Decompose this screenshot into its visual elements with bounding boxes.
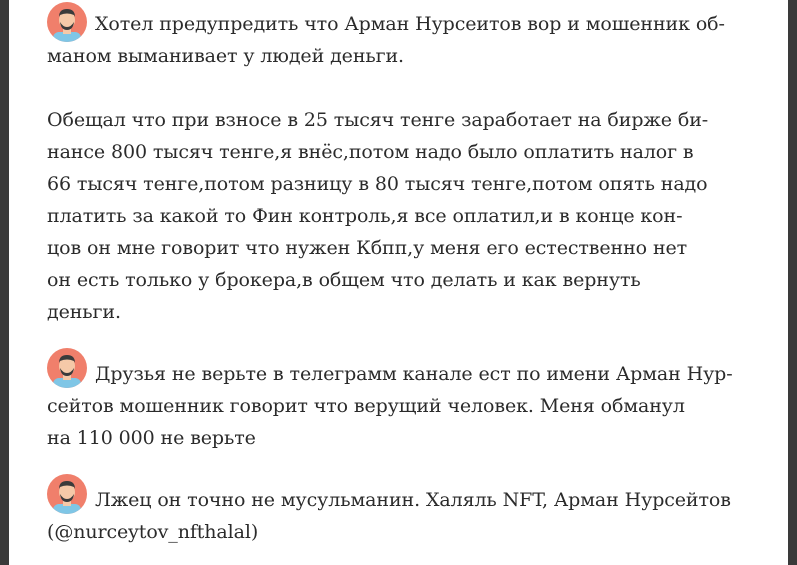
comment-line: он есть только у брокера,в общем что делать и как вернуть	[47, 269, 641, 291]
comment-line: Хотел предупредить что Арман Нурсеитов вор и мошенник об-	[95, 13, 725, 35]
comment-item	[47, 348, 737, 454]
comment-line: цов он мне говорит что нужен Кбпп,у меня его естественно нет	[47, 237, 688, 259]
comment-item	[47, 2, 737, 328]
comment-line: нансе 800 тысяч тенге,я внёс,потом надо было оплатить налог в	[47, 141, 694, 163]
comments-panel	[9, 0, 788, 565]
avatar-icon	[47, 348, 87, 388]
comment-item	[47, 474, 737, 548]
comment-line: деньги.	[47, 301, 121, 323]
comment-line: Обещал что при взносе в 25 тысяч тенге заработает на бирже би-	[47, 109, 709, 131]
avatar-icon	[47, 2, 87, 42]
comment-line: маном выманивает у людей деньги.	[47, 45, 404, 67]
comment-line: 66 тысяч тенге,потом разницу в 80 тысяч тенге,потом опять надо	[47, 173, 708, 195]
avatar-icon	[47, 474, 87, 514]
comment-line: Лжец он точно не мусульманин. Халяль NFT, Арман Нурсейтов	[95, 489, 731, 511]
comment-line: сейтов мошенник говорит что верущий человек. Меня обманул	[47, 395, 685, 417]
comment-line: Друзья не верьте в телеграмм канале ест по имени Арман Нур-	[95, 363, 733, 385]
paragraph-spacer	[47, 72, 737, 104]
comment-line: платить за какой то Фин контроль,я все оплатил,и в конце кон-	[47, 205, 683, 227]
comment-line: (@nurceytov_nfthalal)	[47, 521, 259, 543]
comment-line: на 110 000 не верьте	[47, 427, 256, 449]
